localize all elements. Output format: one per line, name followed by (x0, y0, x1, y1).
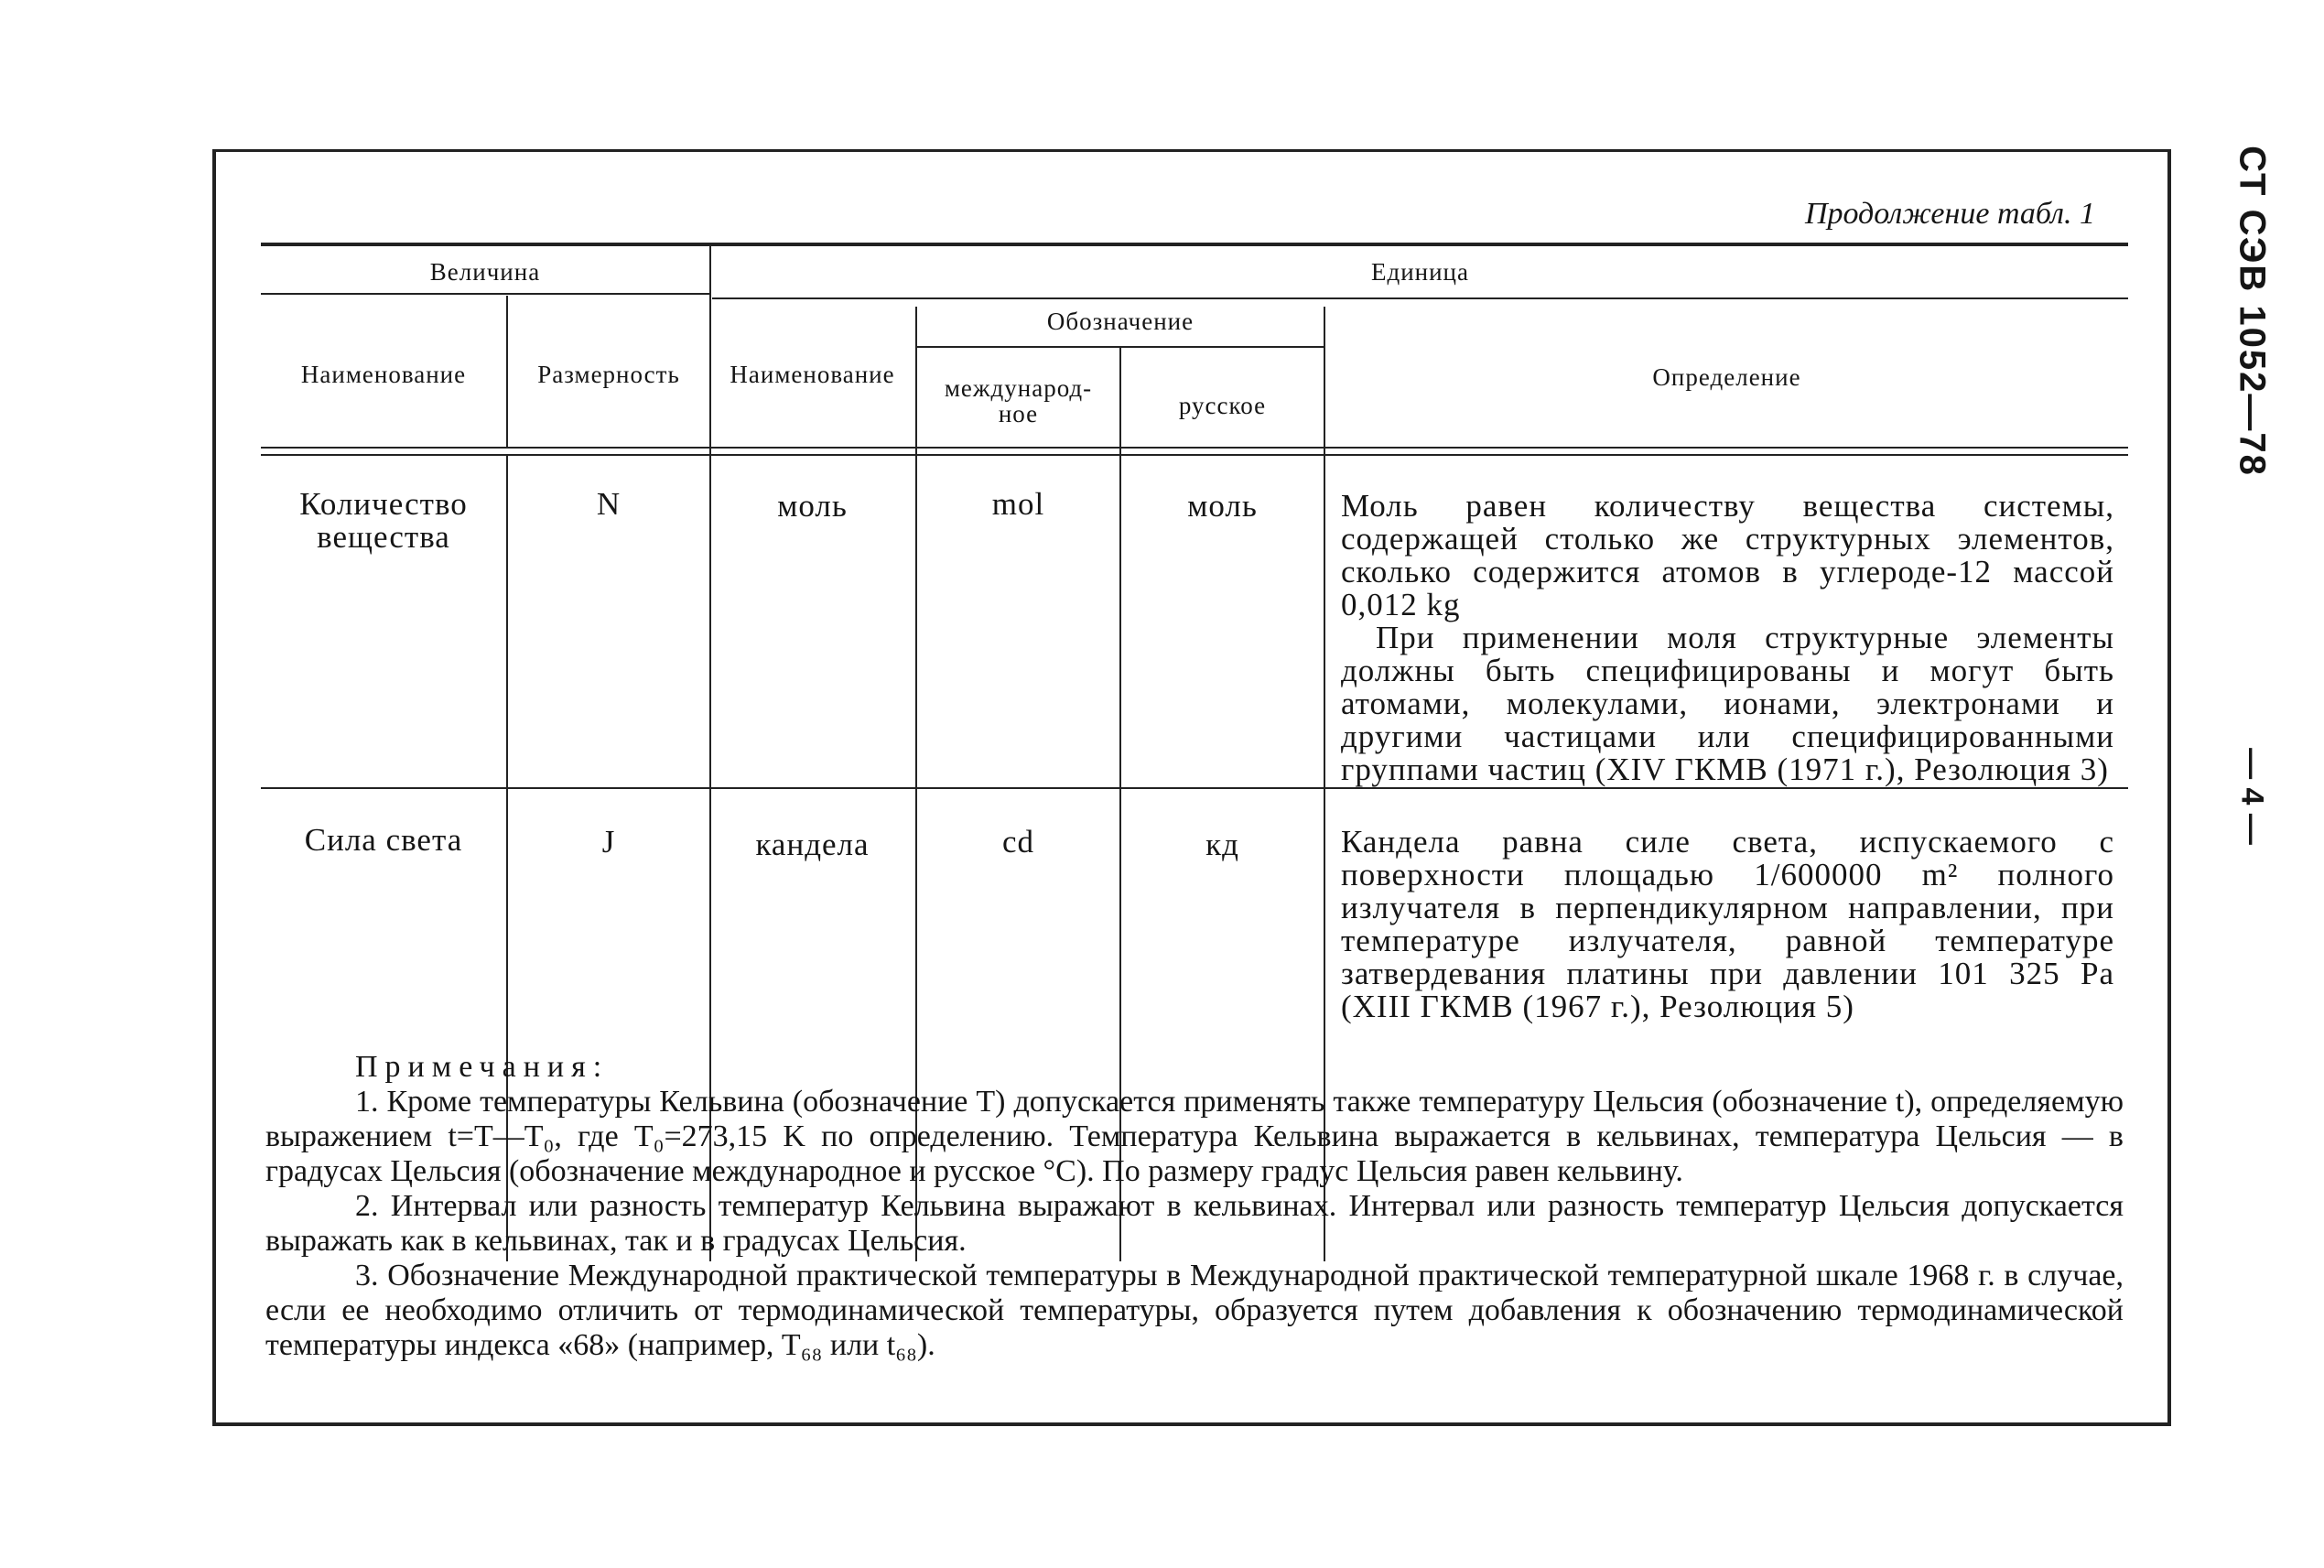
cell-definition (1341, 490, 2114, 786)
definition-paragraph: Моль равен количеству вещества системы, содержащей столько же структурных элементов, сколько содержится атомов в углероде-12 массой 0,012 kg (1341, 488, 2114, 622)
cell-international: mol (991, 486, 1045, 522)
cell-quantity-name: Сила света (304, 822, 463, 858)
table-top-rule (261, 243, 2128, 246)
page-frame-bottom (212, 1422, 2171, 1426)
cell-russian: моль (1187, 488, 1258, 524)
quantity-group-rule (261, 293, 709, 295)
page-frame-left (212, 149, 216, 1426)
note-item: 1. Кроме температуры Кельвина (обозначение T) допускается применять также температуру Цельсия (обозначение t), определяемую выражением t=T—T₀, где T₀=273,15 K по определению. Температура Кельвина выражается в кельвинах, температура Цельсия — в градусах Цельсия (обозначение международное и русское °C). По размеру градус Цельсия равен кельвину. (265, 1085, 2124, 1188)
note-item: 3. Обозначение Международной практической температуры в Международной практической температурной шкале 1968 г. в случае, если ее необходимо отличить от термодинамической температуры, образуется путем добавления к обозначению термодинамической температуры индекса «68» (например, T₆₈ или t₆₈). (265, 1259, 2124, 1362)
cell-dimension: J (601, 824, 616, 860)
note-item: 2. Интервал или разность температур Кельвина выражают в кельвинах. Интервал или разность температур Цельсия допускается выражать как в кельвинах, так и в градусах Цельсия. (265, 1189, 2124, 1258)
cell-dimension: N (596, 486, 622, 522)
notes-title: Примечания: (355, 1050, 610, 1084)
header-dimension: Размерность (537, 361, 680, 388)
header-quantity: Величина (429, 258, 541, 286)
page-frame-top (212, 149, 2171, 152)
header-unit-name: Наименование (730, 361, 895, 388)
header-bottom-rule-2 (261, 454, 2128, 456)
definition-paragraph: Кандела равна силе света, испускаемого с поверхности площадью 1/600000 m² полного излучателя в перпендикулярном направлении, при температуре излучателя, равной температуре затвердевания платины при давлении 101 325 Pa (XIII ГКМВ (1967 г.), Резолюция 5) (1341, 824, 2114, 1024)
cell-unit-name: моль (777, 488, 848, 524)
header-international: международ- ное (944, 374, 1093, 428)
cell-unit-name: кандела (755, 827, 870, 862)
definition-paragraph: При применении моля структурные элементы должны быть специфицированы и могут быть атомами, молекулами, ионами, электронами и другими частицами или специфицированными группами частиц (XIV ГКМВ (1971 г.), Резолюция 3) (1341, 620, 2114, 787)
page-number-vertical: — 4 — (2234, 748, 2270, 845)
page-frame-right (2167, 149, 2171, 1426)
units-table (261, 243, 2128, 1024)
row-separator-rule (261, 787, 2128, 789)
header-russian: русское (1178, 392, 1267, 419)
header-quantity-name: Наименование (300, 361, 467, 388)
cell-international: cd (1001, 824, 1035, 860)
header-bottom-rule-1 (261, 447, 2128, 449)
notes-section (265, 1050, 2124, 1363)
cell-quantity-name: Количество вещества (299, 486, 468, 555)
header-unit: Единица (1370, 258, 1469, 286)
header-definition: Определение (1652, 363, 1801, 391)
cell-russian: кд (1205, 827, 1239, 862)
unit-group-rule (712, 297, 2128, 299)
standard-code-vertical: СТ СЭВ 1052—78 (2232, 146, 2273, 477)
table-continuation-caption: Продолжение табл. 1 (1804, 197, 2095, 231)
header-designation: Обозначение (1046, 308, 1194, 335)
cell-definition (1341, 826, 2114, 1023)
